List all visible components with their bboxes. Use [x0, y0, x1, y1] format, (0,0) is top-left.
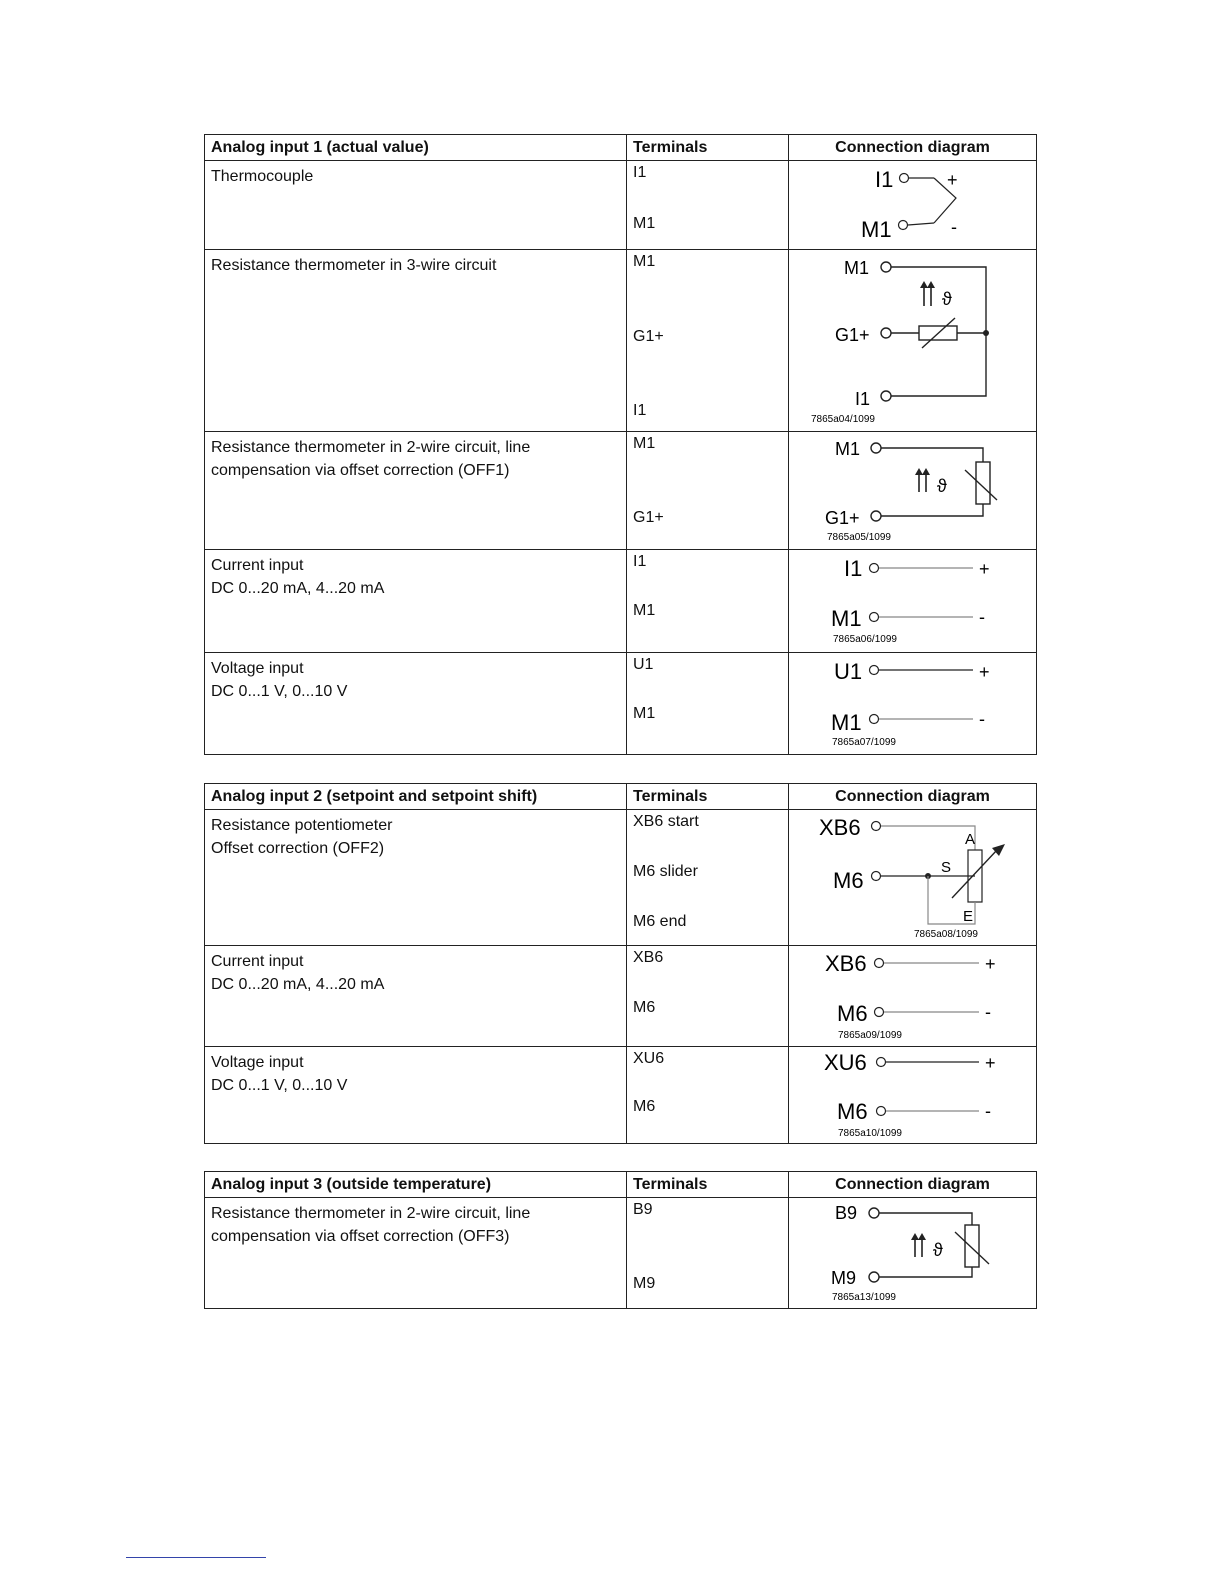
- drawing-code: 7865a13/1099: [832, 1292, 896, 1303]
- terminal-label: M1: [633, 215, 656, 232]
- row-description: Current input DC 0...20 mA, 4...20 mA: [205, 946, 627, 1047]
- table-header-row: [205, 135, 1037, 161]
- analog-input-2-table: [204, 783, 1037, 1144]
- row-terminals: [627, 653, 789, 755]
- voltage-input-diagram: [789, 653, 1037, 755]
- row-description: Voltage input DC 0...1 V, 0...10 V: [205, 653, 627, 755]
- terminal-label: M1: [633, 602, 656, 619]
- diagram-terminal-label: B9: [835, 1203, 858, 1223]
- row-description: Resistance thermometer in 2-wire circuit, line compensation via offset correction (OFF1): [205, 432, 627, 550]
- terminal-label: M1: [633, 705, 656, 722]
- temperature-symbol: ϑ: [933, 1240, 943, 1260]
- polarity-minus: -: [985, 1002, 991, 1022]
- terminal-label: M1: [633, 253, 656, 270]
- row-terminals: [627, 550, 789, 653]
- header-connection-diagram: Connection diagram: [789, 135, 1037, 161]
- header-terminals: Terminals: [627, 135, 789, 161]
- temperature-symbol: ϑ: [937, 476, 947, 496]
- terminal-s-label: S: [941, 859, 952, 876]
- polarity-minus: -: [979, 709, 985, 729]
- row-description: Resistance potentiometer Offset correction (OFF2): [205, 810, 627, 946]
- temperature-arrows-icon: [911, 1233, 926, 1257]
- drawing-code: 7865a04/1099: [811, 414, 875, 425]
- diagram-terminal-label: M1: [861, 217, 892, 242]
- terminal-label: M6 slider: [633, 863, 698, 880]
- analog-input-1-table: [204, 134, 1037, 755]
- header-connection-diagram: Connection diagram: [789, 1172, 1037, 1198]
- diagram-terminal-label: M9: [831, 1268, 857, 1288]
- terminal-label: B9: [633, 1201, 653, 1218]
- row-terminals: [627, 250, 789, 432]
- table-row: [205, 1047, 1037, 1144]
- row-description: Resistance thermometer in 2-wire circuit, line compensation via offset correction (OFF3): [205, 1198, 627, 1309]
- diagram-terminal-label: M1: [844, 258, 870, 278]
- table-row: [205, 161, 1037, 250]
- header-terminals: Terminals: [627, 1172, 789, 1198]
- terminal-label: M6: [633, 999, 656, 1016]
- terminal-label: M9: [633, 1275, 656, 1292]
- diagram-terminal-label: M1: [831, 710, 862, 735]
- table-row: [205, 810, 1037, 946]
- terminal-label: I1: [633, 402, 647, 419]
- header-terminals: Terminals: [627, 784, 789, 810]
- footnote-separator: [126, 1557, 266, 1558]
- table-row: [205, 1198, 1037, 1309]
- row-terminals: [627, 1198, 789, 1309]
- drawing-code: 7865a05/1099: [827, 532, 891, 543]
- diagram-terminal-label: I1: [875, 167, 894, 192]
- diagram-terminal-label: XB6: [819, 815, 861, 840]
- current-input-diagram: [789, 550, 1037, 653]
- rtd-outside-diagram: [789, 1198, 1037, 1309]
- table-row: [205, 653, 1037, 755]
- current-input-2-diagram: [789, 946, 1037, 1047]
- polarity-plus: +: [979, 662, 990, 682]
- terminal-e-label: E: [963, 908, 974, 925]
- table-row: [205, 250, 1037, 432]
- voltage-input-2-diagram: [789, 1047, 1037, 1144]
- header-description: Analog input 1 (actual value): [205, 135, 627, 161]
- row-terminals: [627, 161, 789, 250]
- rtd-2wire-diagram: [789, 432, 1037, 550]
- table-header-row: [205, 784, 1037, 810]
- terminal-label: XB6: [633, 949, 664, 966]
- row-description: Thermocouple: [205, 161, 627, 250]
- terminal-label: M1: [633, 435, 656, 452]
- terminal-label: M6 end: [633, 913, 687, 930]
- diagram-terminal-label: I1: [855, 389, 871, 409]
- header-description: Analog input 2 (setpoint and setpoint shift): [205, 784, 627, 810]
- drawing-code: 7865a07/1099: [832, 737, 896, 748]
- thermocouple-diagram: [789, 161, 1037, 250]
- row-description: Resistance thermometer in 3-wire circuit: [205, 250, 627, 432]
- table-row: [205, 550, 1037, 653]
- header-description: Analog input 3 (outside temperature): [205, 1172, 627, 1198]
- polarity-minus: -: [979, 607, 985, 627]
- diagram-terminal-label: M6: [837, 1001, 868, 1026]
- diagram-terminal-label: M6: [837, 1099, 868, 1124]
- terminal-label: M6: [633, 1098, 656, 1115]
- polarity-plus: +: [985, 954, 996, 974]
- diagram-terminal-label: M1: [835, 439, 861, 459]
- drawing-code: 7865a09/1099: [838, 1030, 902, 1041]
- row-terminals: [627, 946, 789, 1047]
- header-connection-diagram: Connection diagram: [789, 784, 1037, 810]
- terminal-label: I1: [633, 553, 647, 570]
- table-row: [205, 946, 1037, 1047]
- row-terminals: [627, 810, 789, 946]
- terminal-a-label: A: [965, 831, 976, 848]
- polarity-plus: +: [979, 559, 990, 579]
- rtd-3wire-diagram: [789, 250, 1037, 432]
- polarity-minus: -: [985, 1101, 991, 1121]
- drawing-code: 7865a08/1099: [914, 929, 978, 940]
- temperature-arrows-icon: [915, 468, 930, 492]
- diagram-terminal-label: G1+: [835, 325, 870, 345]
- diagram-terminal-label: M1: [831, 606, 862, 631]
- row-terminals: [627, 1047, 789, 1144]
- diagram-terminal-label: I1: [844, 556, 863, 581]
- terminal-label: G1+: [633, 328, 664, 345]
- diagram-terminal-label: M6: [833, 868, 864, 893]
- terminal-label: I1: [633, 164, 647, 181]
- row-description: Current input DC 0...20 mA, 4...20 mA: [205, 550, 627, 653]
- diagram-terminal-label: XU6: [824, 1050, 867, 1075]
- row-description: Voltage input DC 0...1 V, 0...10 V: [205, 1047, 627, 1144]
- polarity-plus: +: [985, 1053, 996, 1073]
- drawing-code: 7865a06/1099: [833, 634, 897, 645]
- polarity-plus: +: [947, 170, 958, 190]
- diagram-terminal-label: G1+: [825, 508, 860, 528]
- terminal-label: G1+: [633, 509, 664, 526]
- terminal-label: XB6 start: [633, 813, 699, 830]
- table-header-row: [205, 1172, 1037, 1198]
- temperature-symbol: ϑ: [942, 289, 952, 309]
- row-terminals: [627, 432, 789, 550]
- diagram-terminal-label: XB6: [825, 951, 867, 976]
- potentiometer-diagram: [789, 810, 1037, 946]
- terminal-label: U1: [633, 656, 654, 673]
- drawing-code: 7865a10/1099: [838, 1128, 902, 1139]
- table-row: [205, 432, 1037, 550]
- diagram-terminal-label: U1: [834, 659, 863, 684]
- temperature-arrows-icon: [920, 281, 935, 306]
- polarity-minus: -: [951, 217, 957, 237]
- analog-input-3-table: [204, 1171, 1037, 1309]
- terminal-label: XU6: [633, 1050, 665, 1067]
